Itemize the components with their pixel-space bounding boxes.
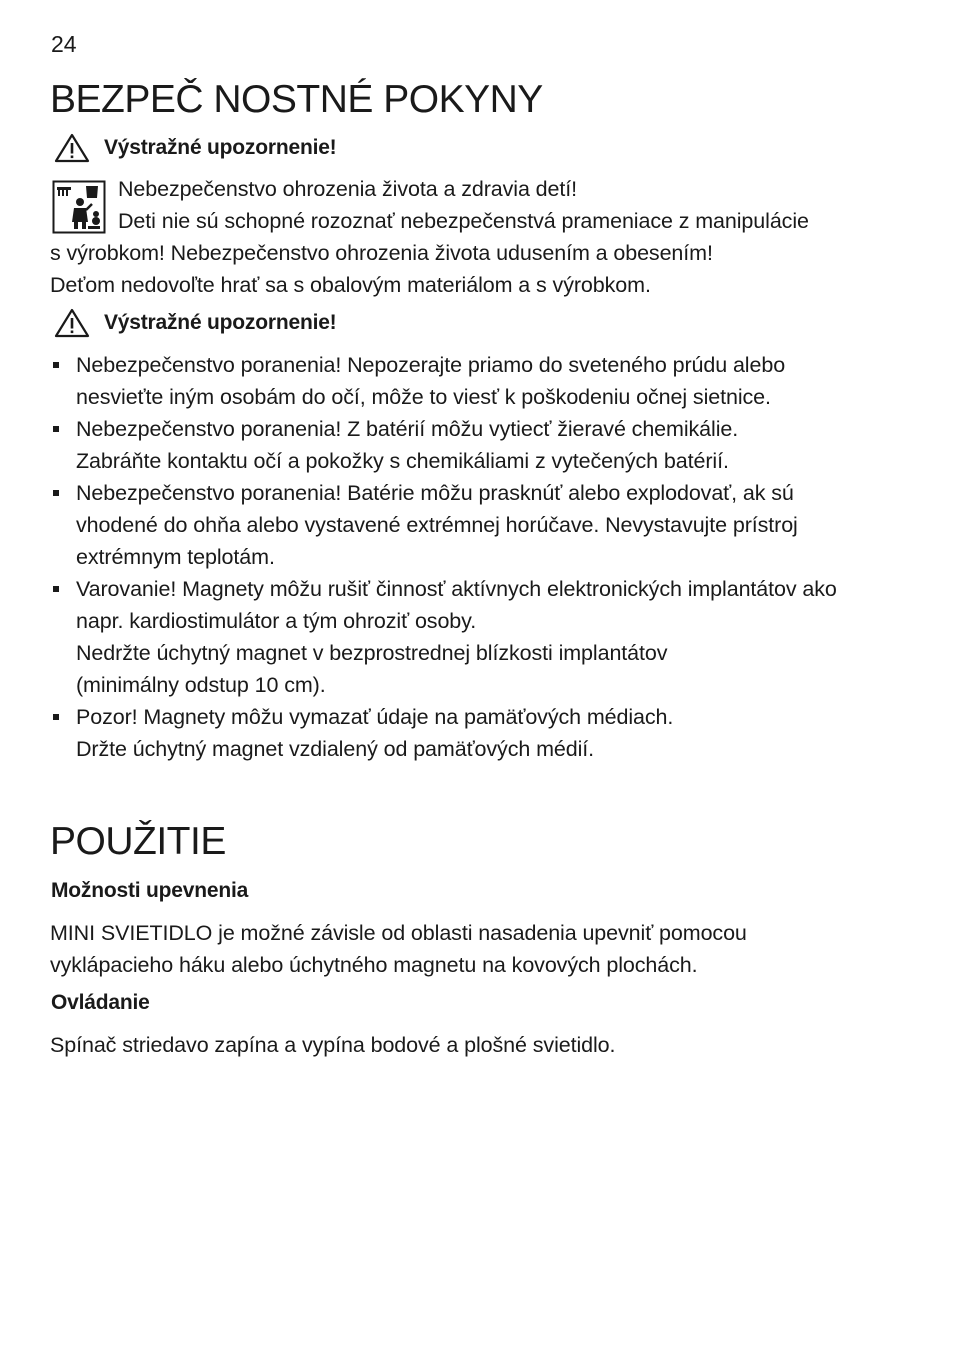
bullet-line: Zabráňte kontaktu očí a pokožky s chemikáliami z vytečených batérií. xyxy=(76,449,729,473)
bullet-line: Nebezpečenstvo poranenia! Nepozerajte priamo do sveteného prúdu alebo xyxy=(76,353,786,377)
mounting-heading: Možnosti upevnenia xyxy=(51,879,249,902)
child-warning-line-1: Nebezpečenstvo ohrozenia života a zdravia detí! xyxy=(118,177,578,201)
bullet-line: Nedržte úchytný magnet v bezprostrednej blízkosti implantátov xyxy=(76,641,668,665)
warning-row-1 xyxy=(54,132,336,164)
bullet-line: Držte úchytný magnet vzdialený od pamäťových médií. xyxy=(76,737,595,761)
bullet-line: Pozor! Magnety môžu vymazať údaje na pamäťových médiach. xyxy=(76,705,674,729)
bullet-line: napr. kardiostimulátor a tým ohroziť osoby. xyxy=(76,609,477,633)
warning-row-2 xyxy=(54,307,336,339)
bullet-item-4 xyxy=(50,573,910,701)
child-warning-line-3: s výrobkom! Nebezpečenstvo ohrozenia života udusením a obesením! xyxy=(50,241,713,265)
bullet-line: extrémnym teplotám. xyxy=(76,545,275,569)
bullet-item-3 xyxy=(50,477,910,573)
warning-label: Výstražné upozornenie! xyxy=(104,136,337,159)
control-text: Spínač striedavo zapína a vypína bodové a plošné svietidlo. xyxy=(50,1033,616,1057)
child-warning-line-2: Deti nie sú schopné rozoznať nebezpečenstvá prameniace z manipulácie xyxy=(118,209,809,233)
bullet-item-2 xyxy=(50,413,910,477)
bullet-line: nesvieťte iným osobám do očí, môže to viesť k poškodeniu očnej sietnice. xyxy=(76,385,771,409)
bullet-item-5 xyxy=(50,701,910,765)
warning-triangle-icon xyxy=(54,308,90,338)
bullet-item-1 xyxy=(50,349,910,413)
safety-bullet-list xyxy=(50,349,910,765)
control-heading: Ovládanie xyxy=(51,991,150,1014)
page-number: 24 xyxy=(51,31,77,57)
bullet-line: (minimálny odstup 10 cm). xyxy=(76,673,326,697)
warning-triangle-icon xyxy=(54,133,90,163)
bullet-line: Nebezpečenstvo poranenia! Z batérií môžu vytiecť žieravé chemikálie. xyxy=(76,417,739,441)
mounting-line-1: MINI SVIETIDLO je možné závisle od oblasti nasadenia upevniť pomocou xyxy=(50,921,747,945)
bullet-line: Varovanie! Magnety môžu rušiť činnosť aktívnych elektronických implantátov ako xyxy=(76,577,837,601)
safety-title: BEZPEČ NOSTNÉ POKYNY xyxy=(50,78,543,121)
child-warning-line-4: Deťom nedovoľte hrať sa s obalovým materiálom a s výrobkom. xyxy=(50,273,651,297)
bullet-line: Nebezpečenstvo poranenia! Batérie môžu prasknúť alebo explodovať, ak sú xyxy=(76,481,794,505)
child-danger-icon xyxy=(52,180,106,234)
warning-label: Výstražné upozornenie! xyxy=(104,311,337,334)
bullet-line: vhodené do ohňa alebo vystavené extrémnej horúčave. Nevystavujte prístroj xyxy=(76,513,798,537)
usage-title: POUŽITIE xyxy=(50,820,226,863)
mounting-line-2: vyklápacieho háku alebo úchytného magnetu na kovových plochách. xyxy=(50,953,698,977)
